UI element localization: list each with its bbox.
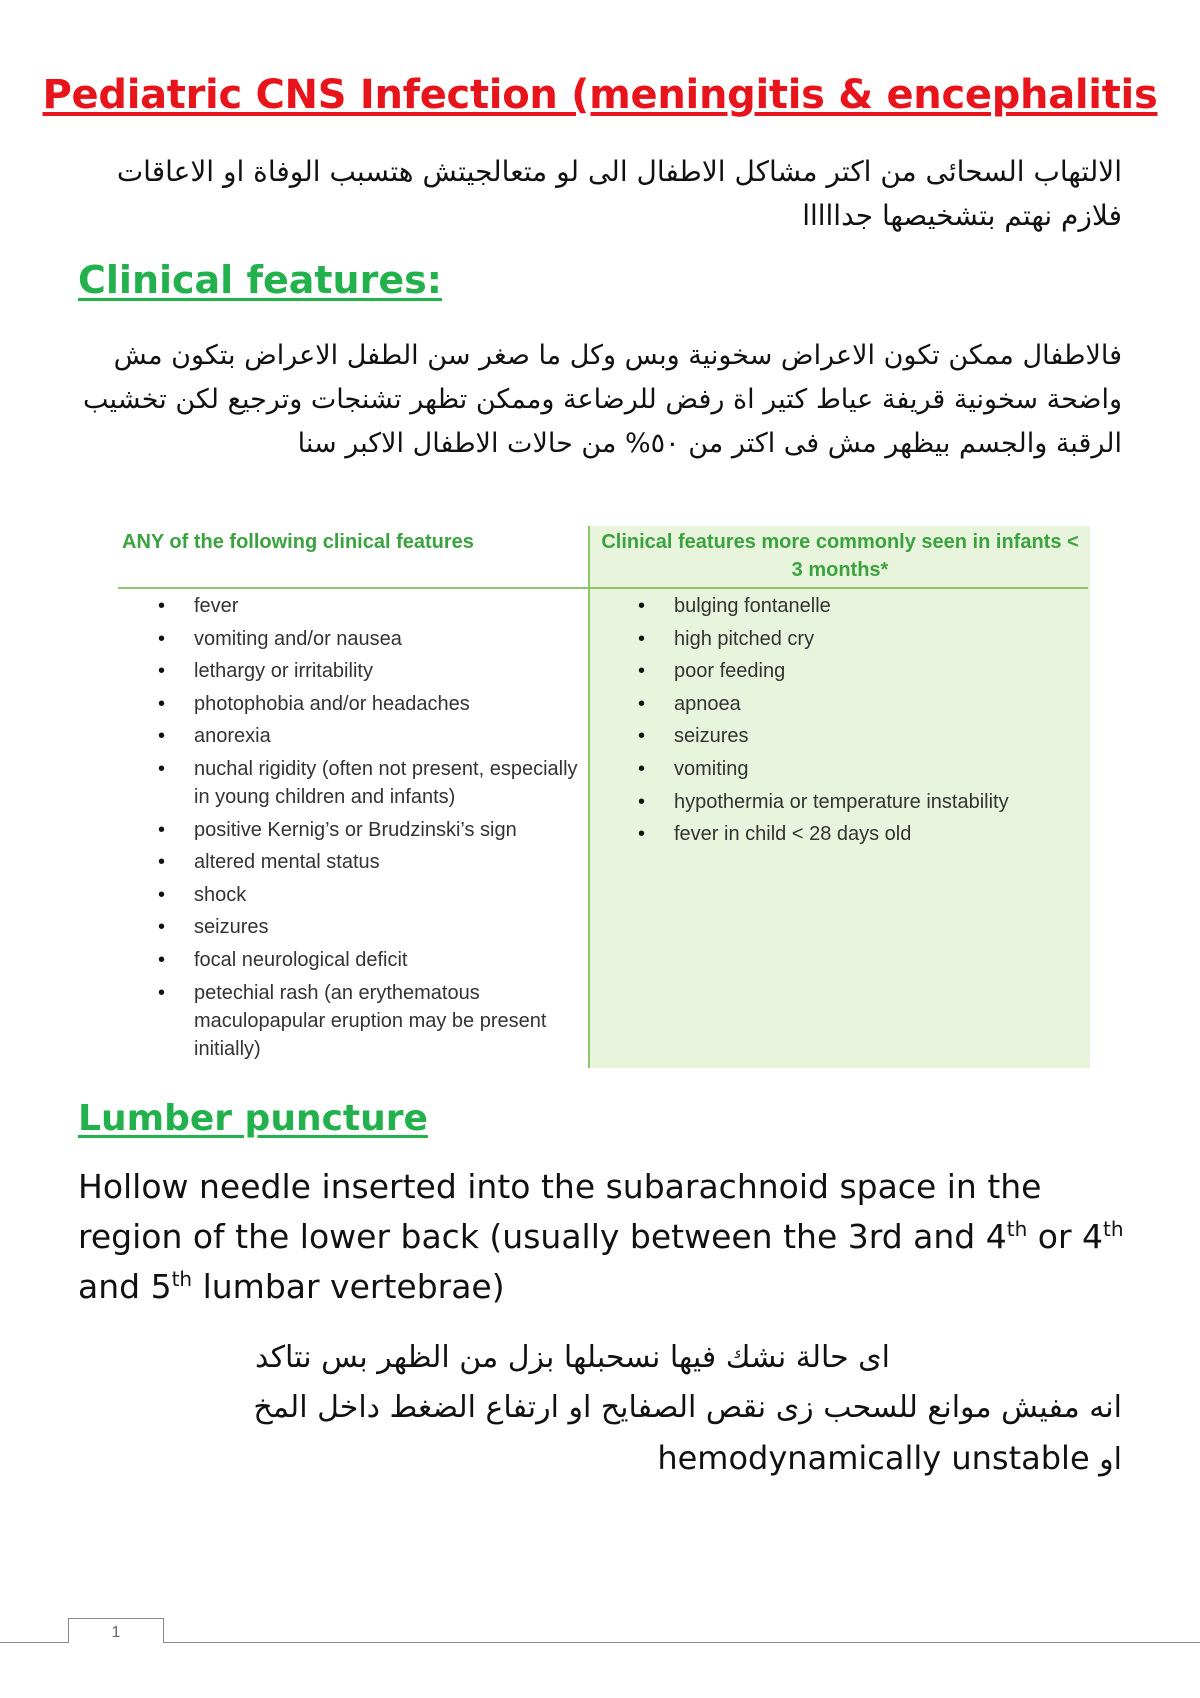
superscript: th [1103, 1217, 1124, 1241]
list-item: • shock [158, 881, 578, 909]
left-feature-list [158, 592, 578, 1067]
list-item: • vomiting and/or nausea [158, 625, 578, 653]
list-item: • poor feeding [638, 657, 1078, 685]
right-feature-list [638, 592, 1078, 853]
text-segment: and 5 [78, 1267, 172, 1306]
list-item: • focal neurological deficit [158, 946, 578, 974]
footer-divider [0, 1642, 1200, 1643]
text-segment: Hollow needle inserted into the subarachnoid space in the region of the lower back (usually between the 3rd and 4 [78, 1167, 1042, 1256]
text-segment: or 4 [1027, 1217, 1103, 1256]
table-header-divider [118, 587, 1088, 589]
list-item: • positive Kernig’s or Brudzinski’s sign [158, 816, 578, 844]
superscript: th [1006, 1217, 1028, 1241]
lumber-ar-line-1: اى حالة نشك فيها نسحبلها بزل من الظهر بس نتاكد [255, 1340, 890, 1375]
en-inline-term: hemodynamically unstable [657, 1439, 1090, 1477]
lumber-ar-line-3 [82, 1434, 1122, 1484]
list-item: • fever in child < 28 days old [638, 820, 1078, 848]
list-item: • anorexia [158, 722, 578, 750]
page-title: Pediatric CNS Infection (meningitis & encephalitis [42, 72, 1158, 118]
list-item: • fever [158, 592, 578, 620]
table-right-column [588, 526, 1090, 1068]
lumber-puncture-heading: Lumber puncture [78, 1098, 428, 1139]
lumber-ar-line-2: انه مفيش موانع للسحب زى نقص الصفايح او ارتفاع الضغط داخل المخ [253, 1390, 1122, 1425]
list-item: • bulging fontanelle [638, 592, 1078, 620]
list-item: • high pitched cry [638, 625, 1078, 653]
text-segment: lumbar vertebrae) [192, 1267, 505, 1306]
clinical-features-table [118, 526, 1088, 1068]
superscript: th [171, 1267, 193, 1291]
table-left-column [118, 526, 588, 1068]
clinical-paragraph-ar: فالاطفال ممكن تكون الاعراض سخونية وبس وكل ما صغر سن الطفل الاعراض بتكون مش واضحة سخونية قريفة عياط كتير اة رفض للرضاعة وممكن تظهر تشنجات وترجيع لكن تخشيب الرقبة والجسم بيظهر مش فى اكتر من ٥٠% من حالات الاطفال الاكبر سنا [83, 340, 1122, 459]
list-item: • hypothermia or temperature instability [638, 788, 1078, 816]
list-item: • altered mental status [158, 848, 578, 876]
list-item: • seizures [158, 913, 578, 941]
list-item: • nuchal rigidity (often not present, especially in young children and infants) [158, 755, 578, 811]
list-item: • seizures [638, 722, 1078, 750]
intro-paragraph-ar: الالتهاب السحائى من اكتر مشاكل الاطفال الى لو متعالجيتش هتسبب الوفاة او الاعاقات فلازم نهتم بتشخيصها جدااااا [116, 155, 1122, 232]
list-item: • apnoea [638, 690, 1078, 718]
page-number: 1 [68, 1618, 164, 1643]
right-column-header: Clinical features more commonly seen in infants < 3 months* [601, 531, 1079, 581]
lumber-puncture-paragraph [78, 1162, 1138, 1312]
ar-word: او [1099, 1442, 1122, 1477]
list-item: • petechial rash (an erythematous maculopapular eruption may be present initially) [158, 979, 578, 1063]
list-item: • photophobia and/or headaches [158, 690, 578, 718]
left-column-header: ANY of the following clinical features [122, 531, 474, 553]
clinical-features-heading: Clinical features: [78, 258, 442, 302]
list-item: • vomiting [638, 755, 1078, 783]
list-item: • lethargy or irritability [158, 657, 578, 685]
